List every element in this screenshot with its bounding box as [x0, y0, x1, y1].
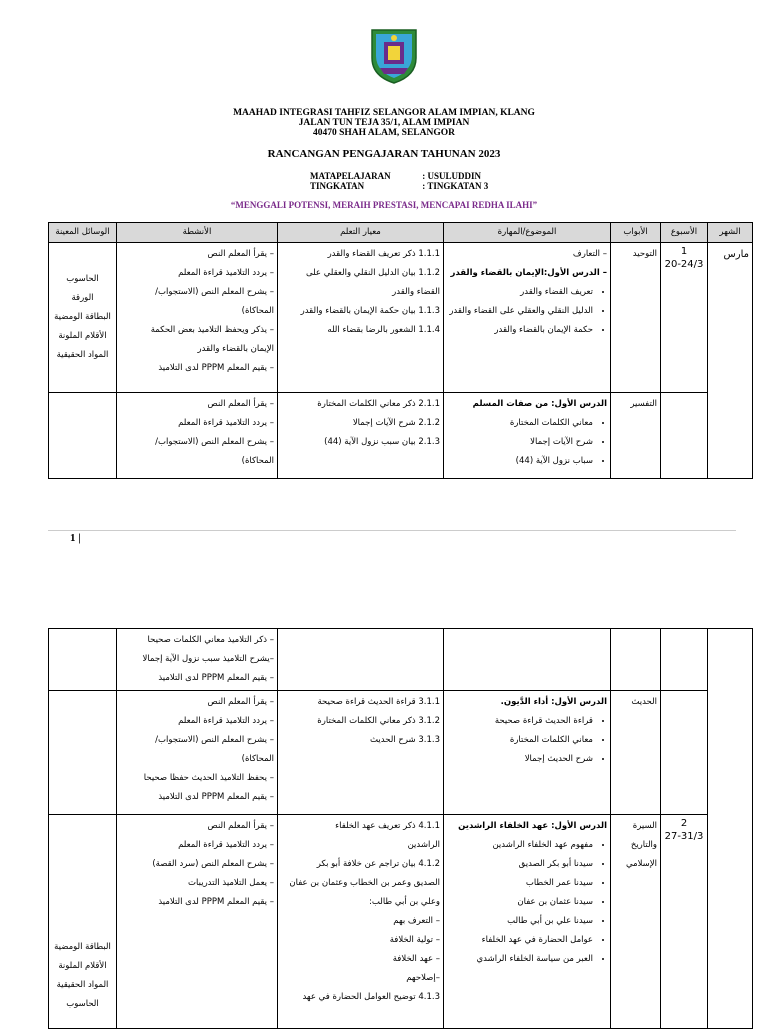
school-address-line2: 40470 SHAH ALAM, SELANGOR [313, 128, 455, 138]
week-number: 2 [680, 818, 688, 829]
activity-line: – يردد التلاميذ قراءة المعلم [178, 840, 274, 850]
chapter-line: والتاريخ [630, 840, 657, 850]
standards-cell-empty [278, 629, 444, 691]
chapter-cell-empty [611, 629, 661, 691]
aid-item: الأقلام الملونة [58, 331, 107, 341]
topic-item: • سيدنا عمر الخطاب [447, 874, 593, 893]
chapter-cell: الحديث [611, 691, 661, 815]
standards-cell [278, 243, 444, 393]
topic-list [447, 283, 607, 340]
aids-cell [49, 815, 117, 1029]
activity-line: – يقيم المعلم PPPM لدى التلاميذ [158, 792, 274, 802]
activity-line: – يردد التلاميذ قراءة المعلم [178, 268, 274, 278]
standard-line: 1.1.1 ذكر تعريف القضاء والقدر [327, 249, 440, 259]
aid-item: الحاسوب [66, 998, 99, 1009]
topic-list [447, 836, 607, 969]
topic-list [447, 712, 607, 769]
standard-line: – التعرف بهم [393, 916, 440, 926]
week-dates: 20-24/3 [664, 259, 704, 270]
level-value: : TINGKATAN 3 [422, 181, 489, 191]
week-cell-empty [661, 691, 708, 815]
activity-line: المحاكاة) [241, 754, 274, 764]
topic-item: • تعريف القضاء والقدر [447, 283, 593, 302]
topic-list [447, 414, 607, 471]
activity-line: – يقيم المعلم PPPM لدى التلاميذ [158, 363, 274, 373]
standard-line: 4.1.2 بيان تراجم عن خلافة أبو بكر [316, 859, 440, 869]
activities-cell [117, 243, 278, 393]
aids-cell [49, 243, 117, 393]
week-number: 1 [680, 246, 688, 257]
chapter-cell [611, 815, 661, 1029]
aid-item: المواد الحقيقية [56, 350, 109, 360]
topic-item: • معاني الكلمات المختارة [447, 414, 593, 433]
standard-line: 4.1.3 توضيح العوامل الحضارة في عهد [302, 992, 440, 1002]
standard-line: الصديق وعمر بن الخطاب وعثمان بن عفان [289, 878, 440, 888]
topic-title: – الدرس الأول:الإيمان بالقضاء والقدر [450, 268, 607, 278]
topic-cell [444, 243, 611, 393]
topic-cell [444, 691, 611, 815]
standard-line: 1.1.3 بيان حكمة الإيمان بالقضاء والقدر [300, 306, 440, 316]
school-address-line1: JALAN TUN TEJA 35/1, ALAM IMPIAN [298, 118, 470, 128]
standards-cell [278, 815, 444, 1029]
standard-line: – تولية الخلافة [389, 935, 440, 945]
school-motto: “MENGGALI POTENSI, MERAIH PRESTASI, MENCAPAI REDHA ILAHI” [230, 200, 538, 210]
aid-item: الحاسوب [66, 274, 99, 284]
week-cell-empty [661, 629, 708, 691]
topic-item: • مفهوم عهد الخلفاء الراشدين [447, 836, 593, 855]
aids-cell-empty [49, 629, 117, 691]
aid-item: البطاقة الومضية [54, 941, 111, 952]
aid-item: البطاقة الومضية [54, 312, 111, 322]
header-standards: معيار التعلم [278, 223, 444, 243]
week-cell [661, 243, 708, 393]
standard-line: –إصلاحهم [406, 973, 440, 983]
page-number: 1 | [70, 532, 81, 544]
topic-cell [444, 393, 611, 479]
month-cell: مارس [708, 243, 753, 479]
activity-line: المحاكاة) [241, 306, 274, 316]
header-aids: الوسائل المعينة [49, 223, 117, 243]
topic-cell-empty [444, 629, 611, 691]
topic-item: • سباب نزول الآية (44) [447, 452, 593, 471]
topic-item: • شرح الآيات إجمالا [447, 433, 593, 452]
activity-line: – يحفظ التلاميذ الحديث حفظا صحيحا [143, 773, 274, 783]
standards-cell [278, 393, 444, 479]
header-week: الأسبوع [661, 223, 708, 243]
activity-line: –يشرح التلاميذ سبب نزول الآية إجمالا [142, 654, 274, 664]
aid-item: الأقلام الملونة [58, 960, 107, 971]
header-topic: الموضوع/المهارة [444, 223, 611, 243]
chapter-line: السيرة [632, 821, 657, 831]
activities-cell [117, 393, 278, 479]
standard-line: وعلي بن أبي طالب: [369, 897, 440, 907]
activities-cell [117, 629, 278, 691]
activity-line: – يعمل التلاميذ التدريبات [188, 878, 274, 888]
subject-row [310, 171, 481, 181]
standard-line: – عهد الخلافة [392, 954, 440, 964]
topic-title: الدرس الأول: عهد الخلفاء الراشدين [458, 821, 607, 831]
aid-item: المواد الحقيقية [56, 979, 109, 990]
topic-title: الدرس الأول: أداء الدَّيون. [500, 697, 607, 707]
subject-label: MATAPELAJARAN [310, 171, 391, 181]
activity-line: – يشرح المعلم النص (الاستجواب/ [155, 287, 274, 297]
activity-line: – يردد التلاميذ قراءة المعلم [178, 418, 274, 428]
standard-line: القضاء والقدر [392, 287, 440, 297]
header-activities: الأنشطة [117, 223, 278, 243]
activity-line: – يقرأ المعلم النص [207, 697, 274, 707]
level-label: TINGKATAN [310, 181, 365, 191]
activity-line: – ذكر التلاميذ معاني الكلمات صحيحا [147, 635, 274, 645]
header-month: الشهر [708, 223, 753, 243]
standard-line: 3.1.1 قراءة الحديث قراءة صحيحة [317, 697, 440, 707]
activity-line: – يقرأ المعلم النص [207, 249, 274, 259]
week-dates: 27-31/3 [664, 831, 704, 842]
header-chapter: الأبواب [611, 223, 661, 243]
topic-line: – التعارف [572, 249, 607, 259]
topic-item: • سيدنا علي بن أبي طالب [447, 912, 593, 931]
activities-cell [117, 691, 278, 815]
week-cell [661, 815, 708, 1029]
standard-line: 3.1.2 ذكر معاني الكلمات المختارة [317, 716, 440, 726]
activity-line: – يشرح المعلم النص (الاستجواب/ [155, 735, 274, 745]
topic-item: • شرح الحديث إجمالا [447, 750, 593, 769]
topic-item: • قراءة الحديث قراءة صحيحة [447, 712, 593, 731]
chapter-line: الإسلامي [625, 859, 657, 869]
subject-value: : USULUDDIN [422, 171, 482, 181]
topic-item: • معاني الكلمات المختارة [447, 731, 593, 750]
yearly-plan-table-page2 [48, 628, 753, 1029]
activity-line: – يقرأ المعلم النص [207, 399, 274, 409]
level-row [310, 181, 488, 191]
topic-item: • سيدنا أبو بكر الصديق [447, 855, 593, 874]
month-cell-empty [708, 629, 753, 1029]
topic-item: • عوامل الحضارة في عهد الخلفاء [447, 931, 593, 950]
aids-cell-empty [49, 691, 117, 815]
document-title: RANCANGAN PENGAJARAN TAHUNAN 2023 [267, 148, 501, 160]
activity-line: الإيمان بالقضاء والقدر [197, 344, 274, 354]
standard-line: 2.1.1 ذكر معاني الكلمات المختارة [317, 399, 440, 409]
aid-item: الورقة [71, 293, 94, 303]
page-separator [48, 530, 736, 531]
topic-title: الدرس الأول: من صفات المسلم [472, 399, 607, 409]
standards-cell [278, 691, 444, 815]
school-crest-logo [370, 28, 418, 84]
topic-item: • العبر من سياسة الخلفاء الراشدي [447, 950, 593, 969]
activity-line: – يقيم المعلم PPPM لدى التلاميذ [158, 673, 274, 683]
chapter-cell: التوحيد [611, 243, 661, 393]
aids-cell-empty [49, 393, 117, 479]
topic-cell [444, 815, 611, 1029]
topic-item: • حكمة الإيمان بالقضاء والقدر [447, 321, 593, 340]
activity-line: – يشرح المعلم النص (سرد القصة) [152, 859, 274, 869]
topic-item: • الدليل النقلي والعقلي على القضاء والقدر [447, 302, 593, 321]
yearly-plan-table-page1 [48, 222, 753, 479]
activity-line: – يشرح المعلم النص (الاستجواب/ [155, 437, 274, 447]
standard-line: الراشدين [407, 840, 440, 850]
activity-line: – يردد التلاميذ قراءة المعلم [178, 716, 274, 726]
week-cell-empty [661, 393, 708, 479]
school-name: MAAHAD INTEGRASI TAHFIZ SELANGOR ALAM IMPIAN, KLANG [233, 108, 535, 118]
topic-item: • سيدنا عثمان بن عفان [447, 893, 593, 912]
standard-line: 4.1.1 ذكر تعريف عهد الخلفاء [335, 821, 440, 831]
standard-line: 2.1.2 شرح الآيات إجمالا [352, 418, 440, 428]
activity-line: – يذكر ويحفظ التلاميذ بعض الحكمة [150, 325, 274, 335]
standard-line: 2.1.3 بيان سبب نزول الآية (44) [324, 437, 440, 447]
activity-line: – يقرأ المعلم النص [207, 821, 274, 831]
chapter-cell: التفسير [611, 393, 661, 479]
standard-line: 1.1.2 بيان الدليل النقلي والعقلي على [306, 268, 440, 278]
activity-line: – يقيم المعلم PPPM لدى التلاميذ [158, 897, 274, 907]
standard-line: 3.1.3 شرح الحديث [370, 735, 440, 745]
activities-cell [117, 815, 278, 1029]
standard-line: 1.1.4 الشعور بالرضا بقضاء الله [327, 325, 440, 335]
activity-line: المحاكاة) [241, 456, 274, 466]
